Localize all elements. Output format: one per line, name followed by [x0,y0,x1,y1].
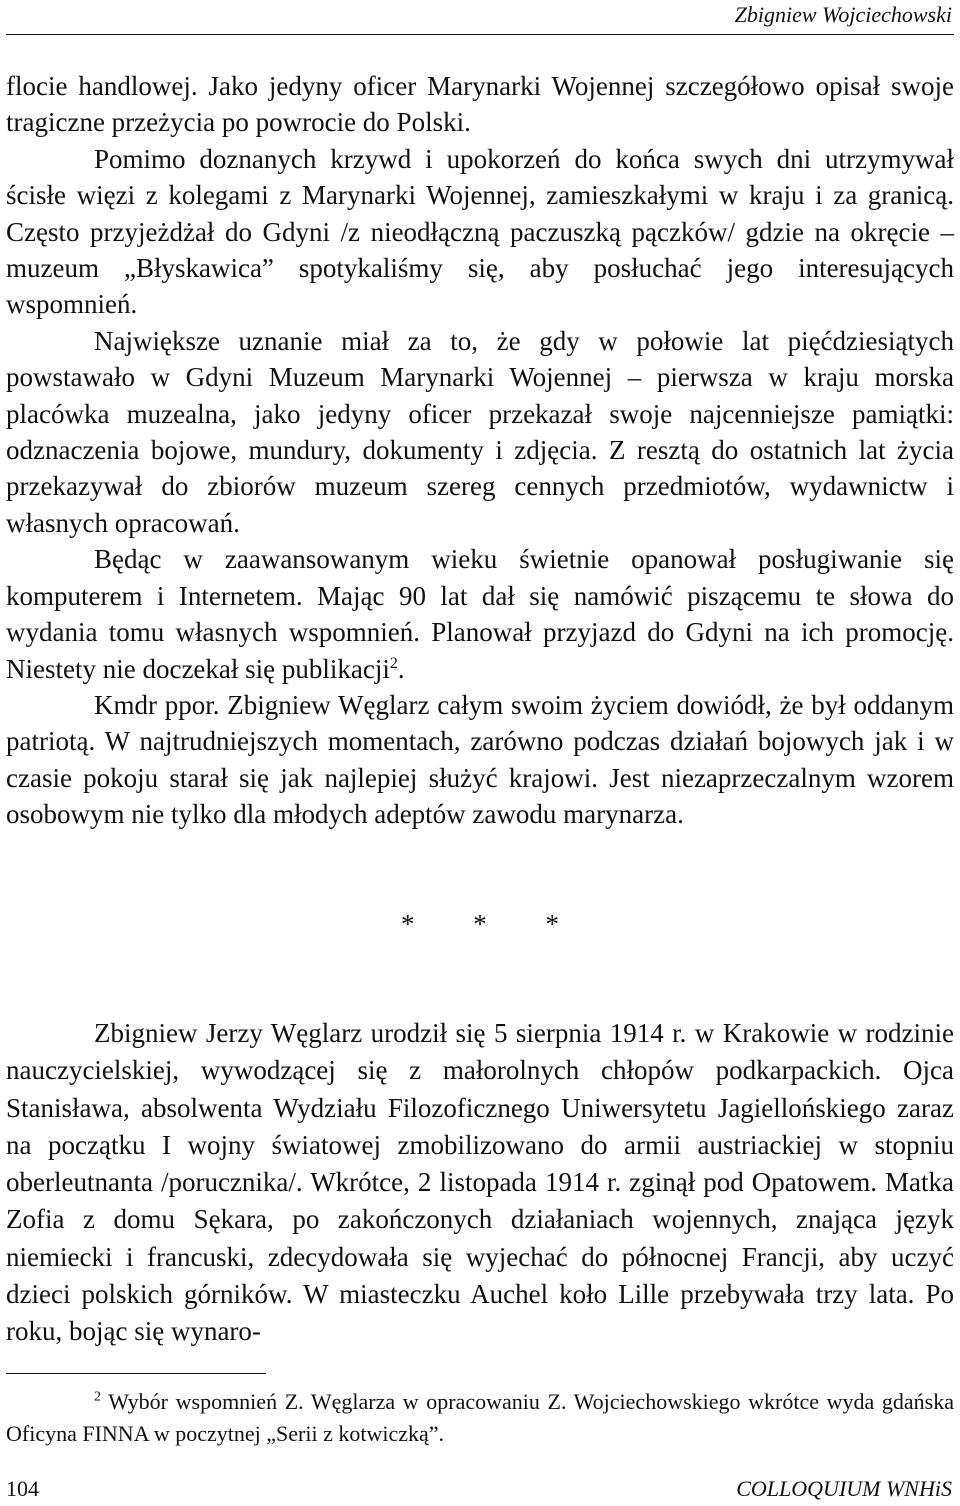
footnote-text: Wybór wspomnień Z. Węglarza w opracowaniu Z. Wojciechowskiego wkrótce wyda gdańska Oficyna FINNA w poczytnej „Serii z kotwiczką”. [6,1389,954,1446]
section-separator: * * * [401,909,585,939]
header-rule [6,34,954,35]
journal-name: COLLOQUIUM WNHiS [736,1476,952,1501]
paragraph-2: Pomimo doznanych krzywd i upokorzeń do końca swych dni utrzymywał ścisłe więzi z kolegami z Marynarki Wojennej, zamieszkałymi w kraju i za granicą. Często przyjeżdżał do Gdyni /z nieodłączną paczuszką pączków/ gdzie na okręcie – muzeum „Błyskawica” spotykaliśmy się, aby posłuchać jego interesujących wspomnień. [6,143,954,320]
footnote-number: 2 [94,1389,101,1405]
biography-section [6,1015,954,1351]
paragraph-1: flocie handlowej. Jako jedyny oficer Marynarki Wojennej szczegółowo opisał swoje tragiczne przeżycia po powrocie do Polski. [6,71,954,138]
paragraph-4 [6,541,954,687]
footnote-reference: 2 [389,654,398,672]
biography-paragraph: Zbigniew Jerzy Węglarz urodził się 5 sierpnia 1914 r. w Krakowie w rodzinie nauczycielskiej, wywodzącej się z małorolnych chłopów podkarpackich. Ojca Stanisława, absolwenta Wydziału Filozoficznego Uniwersytetu Jagiellońskiego zaraz na początku I wojny światowej zmobilizowano do armii austriackiej w stopniu oberleutnanta /porucznika/. Wkrótce, 2 listopada 1914 r. zginął pod Opatowem. Matka Zofia z domu Sękara, po zakończonych działaniach wojennych, znająca język niemiecki i francuski, zdecydowała się wyjechać do północnej Francji, aby uczyć dzieci polskich górników. W miasteczku Auchel koło Lille przebywała trzy lata. Po roku, bojąc się wynaro- [6,1018,954,1347]
main-text [6,68,954,833]
footnote-rule [6,1373,266,1374]
paragraph-4-end: . [397,653,405,684]
footnote [6,1386,954,1450]
paragraph-4-text: Będąc w zaawansowanym wieku świetnie opanował posługiwanie się komputerem i Internetem. Mając 90 lat dał się namówić piszącemu te słowa do wydania tomu własnych wspomnień. Planował przyjazd do Gdyni na ich promocję. Niestety nie doczekał się publikacji [6,544,954,684]
page-number: 104 [6,1476,39,1501]
running-header-author: Zbigniew Wojciechowski [734,2,952,27]
paragraph-5: Kmdr ppor. Zbigniew Węglarz całym swoim życiem dowiódł, że był oddanym patriotą. W najtrudniejszych momentach, zarówno podczas działań bojowych jak i w czasie pokoju starał się jak najlepiej służyć krajowi. Jest niezaprzeczalnym wzorem osobowym nie tylko dla młodych adeptów zawodu marynarza. [6,689,954,830]
paragraph-3: Największe uznanie miał za to, że gdy w połowie lat pięćdziesiątych powstawało w Gdyni Muzeum Marynarki Wojennej – pierwsza w kraju morska placówka muzealna, jako jedyny oficer przekazał swoje najcenniejsze pamiątki: odznaczenia bojowe, mundury, dokumenty i zdjęcia. Z resztą do ostatnich lat życia przekazywał do zbiorów muzeum szereg cennych przedmiotów, wydawnictw i własnych opracowań. [6,325,954,538]
